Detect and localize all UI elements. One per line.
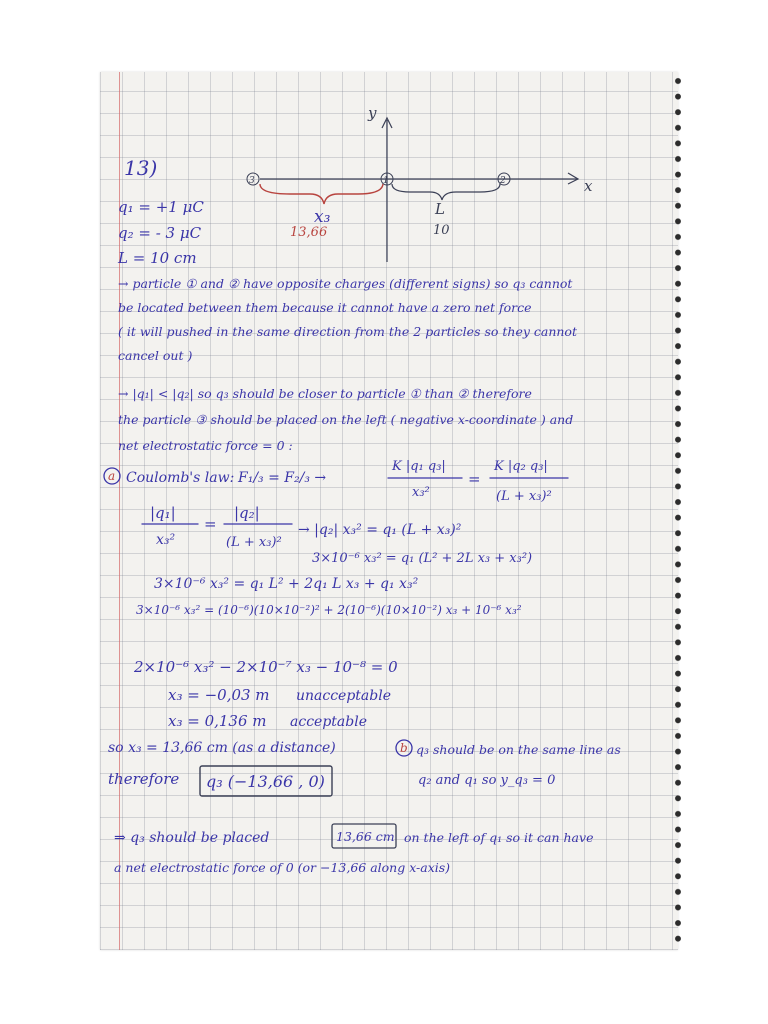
reasoning-line-5: → |q₁| < |q₂| so q₃ should be closer to particle ① than ② therefore: [118, 386, 532, 401]
x3-label: x₃: [314, 207, 331, 227]
conclusion-end: on the left of q₁ so it can have: [404, 830, 594, 845]
given-L: L = 10 cm: [118, 249, 197, 267]
frac2-numerator: K |q₂ q₃|: [494, 459, 548, 474]
root-2: x₃ = 0,136 m: [168, 712, 267, 730]
reasoning-line-7: net electrostatic force = 0 :: [118, 438, 293, 453]
given-q1: q₁ = +1 μC: [118, 198, 204, 216]
frac4-numerator: |q₂|: [234, 504, 260, 522]
quadratic-equation: 2×10⁻⁶ x₃² − 2×10⁻⁷ x₃ − 10⁻⁸ = 0: [134, 658, 398, 676]
root-2-note: acceptable: [290, 714, 367, 730]
reasoning-line-1: → particle ① and ② have opposite charges (different signs) so q₃ cannot: [118, 276, 573, 291]
charge-diagram: [247, 104, 593, 262]
step-4: 3×10⁻⁶ x₃² = (10⁻⁶)(10×10⁻²)² + 2(10⁻⁶)(10×10⁻²) x₃ + 10⁻⁶ x₃²: [136, 603, 522, 617]
root-1-note: unacceptable: [296, 688, 392, 704]
frac-equals-1: =: [468, 470, 481, 488]
frac1-denominator: x₃²: [412, 485, 430, 500]
handwritten-notes: [100, 72, 678, 950]
reasoning-line-2: be located between them because it cannot have a zero net force: [118, 300, 532, 315]
x3-brace: [260, 184, 383, 204]
x3-value: 13,66: [290, 225, 328, 240]
reasoning-line-6: the particle ③ should be placed on the left ( negative x-coordinate ) and: [118, 412, 574, 427]
distance-result: so x₃ = 13,66 cm (as a distance): [108, 740, 336, 756]
x-axis-label: x: [584, 177, 593, 195]
frac2-denominator: (L + x₃)²: [496, 489, 552, 504]
charge-2-label: 2: [500, 176, 506, 186]
step-2: 3×10⁻⁶ x₃² = q₁ (L² + 2L x₃ + x₃²): [312, 551, 533, 566]
charge-1-label: 1: [383, 176, 389, 186]
frac-equals-2: =: [204, 515, 217, 533]
part-b-line-2: q₂ and q₁ so y_q₃ = 0: [418, 773, 556, 788]
y-axis-label: y: [368, 104, 377, 122]
L-label: L: [435, 200, 445, 218]
conclusion-start: ⇒ q₃ should be placed: [114, 830, 270, 846]
part-b-marker: b: [400, 741, 408, 755]
coulomb-label: Coulomb's law:: [126, 470, 235, 486]
L-value: 10: [433, 223, 450, 238]
conclusion: [114, 824, 593, 875]
frac3-denominator: x₃²: [156, 532, 176, 548]
frac3-numerator: |q₁|: [150, 504, 176, 522]
force-equality: F₁/₃ = F₂/₃ →: [238, 470, 327, 486]
part-a-marker: a: [108, 469, 116, 483]
distance-boxed-value: 13,66 cm: [336, 829, 395, 844]
problem-number: 13): [124, 156, 158, 180]
part-b: [396, 740, 621, 788]
part-b-line-1: q₃ should be on the same line as: [416, 742, 621, 757]
step-1: → |q₂| x₃² = q₁ (L + x₃)²: [298, 522, 462, 538]
root-1: x₃ = −0,03 m: [168, 686, 270, 704]
therefore-label: therefore: [108, 770, 180, 788]
step-3: 3×10⁻⁶ x₃² = q₁ L² + 2q₁ L x₃ + q₁ x₃²: [154, 576, 419, 592]
reasoning-line-4: cancel out ): [118, 348, 193, 363]
frac4-denominator: (L + x₃)²: [226, 535, 282, 550]
reasoning-text: [118, 276, 578, 453]
conclusion-line-2: a net electrostatic force of 0 (or −13,66 along x-axis): [114, 860, 451, 875]
charge-3-label: 3: [249, 176, 255, 186]
notebook-page: [100, 72, 678, 950]
reasoning-line-3: ( it will pushed in the same direction from the 2 particles so they cannot: [118, 324, 577, 339]
final-answer: q₃ (−13,66 , 0): [206, 772, 325, 791]
L-brace: [392, 184, 500, 200]
frac1-numerator: K |q₁ q₃|: [392, 459, 446, 474]
given-q2: q₂ = - 3 μC: [118, 224, 202, 242]
